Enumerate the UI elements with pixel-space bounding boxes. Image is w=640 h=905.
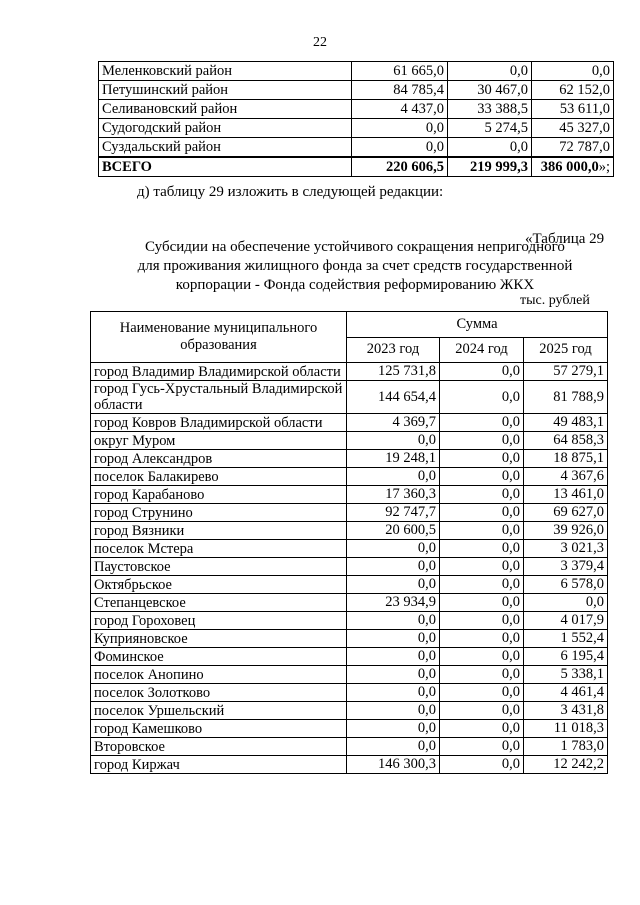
value-2025-cell: 12 242,2 [524, 756, 608, 774]
value-2023-cell: 4 369,7 [347, 414, 440, 432]
value-2023-cell: 0,0 [347, 630, 440, 648]
value-2024-cell: 0,0 [440, 666, 524, 684]
district-name-cell: Суздальский район [99, 138, 352, 158]
value-2023-cell: 0,0 [347, 648, 440, 666]
value-2023-cell: 17 360,3 [347, 486, 440, 504]
value-cell: 0,0 [532, 62, 614, 81]
value-2023-cell: 92 747,7 [347, 504, 440, 522]
table-row [91, 540, 608, 558]
value-2025-cell: 81 788,9 [524, 381, 608, 414]
table-row [91, 363, 608, 381]
value-2025-cell: 13 461,0 [524, 486, 608, 504]
title-line: корпорации - Фонда содействия реформированию ЖКХ [175, 277, 535, 293]
value-2025-cell: 49 483,1 [524, 414, 608, 432]
municipality-name-cell: город Гороховец [91, 612, 347, 630]
municipality-name-cell: поселок Балакирево [91, 468, 347, 486]
municipality-name-cell: город Струнино [91, 504, 347, 522]
value-2025-cell: 18 875,1 [524, 450, 608, 468]
value-2023-cell: 0,0 [347, 666, 440, 684]
value-2023-cell: 0,0 [347, 432, 440, 450]
municipality-name-cell: Октябрьское [91, 576, 347, 594]
municipality-name-cell: город Киржач [91, 756, 347, 774]
table-row [91, 504, 608, 522]
table-row [91, 468, 608, 486]
value-cell: 5 274,5 [448, 119, 532, 138]
value-2023-cell: 20 600,5 [347, 522, 440, 540]
value-2025-cell: 69 627,0 [524, 504, 608, 522]
year-header: 2024 год [440, 337, 524, 363]
value-2025-cell: 6 578,0 [524, 576, 608, 594]
value-2025-cell: 5 338,1 [524, 666, 608, 684]
value-2023-cell: 0,0 [347, 468, 440, 486]
value-2024-cell: 0,0 [440, 612, 524, 630]
value-cell: 0,0 [352, 138, 448, 158]
municipality-name-cell: округ Муром [91, 432, 347, 450]
value-2023-cell: 0,0 [347, 558, 440, 576]
total-row [99, 157, 614, 177]
value-cell: 30 467,0 [448, 81, 532, 100]
municipality-name-cell: Второвское [91, 738, 347, 756]
table-row [91, 738, 608, 756]
municipality-name-cell: город Владимир Владимирской области [91, 363, 347, 381]
value-2023-cell: 19 248,1 [347, 450, 440, 468]
value-cell: 72 787,0 [532, 138, 614, 158]
table-row [91, 594, 608, 612]
value-2025-cell: 3 379,4 [524, 558, 608, 576]
value-cell: 45 327,0 [532, 119, 614, 138]
table-title [100, 238, 610, 295]
value-2023-cell: 125 731,8 [347, 363, 440, 381]
value-2024-cell: 0,0 [440, 576, 524, 594]
name-column-header: Наименование муниципального образования [91, 312, 347, 363]
units-label: тыс. рублей [520, 293, 590, 308]
municipality-name-cell: поселок Анопино [91, 666, 347, 684]
municipality-name-cell: город Карабаново [91, 486, 347, 504]
table-row [91, 612, 608, 630]
municipality-name-cell: Фоминское [91, 648, 347, 666]
table-row [91, 702, 608, 720]
value-2025-cell: 4 017,9 [524, 612, 608, 630]
value-2024-cell: 0,0 [440, 468, 524, 486]
value-cell: 84 785,4 [352, 81, 448, 100]
table-row [91, 450, 608, 468]
value-2025-cell: 0,0 [524, 594, 608, 612]
municipality-name-cell: Паустовское [91, 558, 347, 576]
municipality-name-cell: город Вязники [91, 522, 347, 540]
value-cell: 61 665,0 [352, 62, 448, 81]
value-2024-cell: 0,0 [440, 738, 524, 756]
district-name-cell: Селивановский район [99, 100, 352, 119]
municipality-name-cell: поселок Уршельский [91, 702, 347, 720]
title-line: Субсидии на обеспечение устойчивого сокращения непригодного [145, 239, 565, 255]
value-2025-cell: 4 367,6 [524, 468, 608, 486]
table-row [91, 720, 608, 738]
table-row [91, 756, 608, 774]
value-2024-cell: 0,0 [440, 522, 524, 540]
value-cell: 0,0 [448, 62, 532, 81]
value-2025-cell: 3 431,8 [524, 702, 608, 720]
page-number: 22 [313, 35, 327, 50]
value-2023-cell: 0,0 [347, 720, 440, 738]
table-row [99, 119, 614, 138]
municipality-name-cell: поселок Мстера [91, 540, 347, 558]
value-2024-cell: 0,0 [440, 756, 524, 774]
value-2025-cell: 3 021,3 [524, 540, 608, 558]
table-row [91, 630, 608, 648]
value-2025-cell: 1 783,0 [524, 738, 608, 756]
table-row [99, 100, 614, 119]
value-2025-cell: 57 279,1 [524, 363, 608, 381]
value-2024-cell: 0,0 [440, 594, 524, 612]
value-2025-cell: 39 926,0 [524, 522, 608, 540]
table-row [99, 62, 614, 81]
closing-quote: »; [598, 158, 610, 175]
year-header: 2025 год [524, 337, 608, 363]
total-label: ВСЕГО [99, 157, 352, 177]
value-2024-cell: 0,0 [440, 648, 524, 666]
value-cell: 4 437,0 [352, 100, 448, 119]
table-row [91, 576, 608, 594]
value-2023-cell: 0,0 [347, 738, 440, 756]
value-2024-cell: 0,0 [440, 504, 524, 522]
table-row [99, 138, 614, 158]
table-row [91, 648, 608, 666]
value-cell: 53 611,0 [532, 100, 614, 119]
sum-header: Сумма [347, 312, 608, 338]
value-2024-cell: 0,0 [440, 630, 524, 648]
title-line: для проживания жилищного фонда за счет средств государственной [137, 258, 573, 274]
value-2025-cell: 4 461,4 [524, 684, 608, 702]
table-row [91, 666, 608, 684]
municipality-name-cell: поселок Золотково [91, 684, 347, 702]
table-row [91, 414, 608, 432]
value-2023-cell: 144 654,4 [347, 381, 440, 414]
municipality-name-cell: Степанцевское [91, 594, 347, 612]
value-2023-cell: 0,0 [347, 612, 440, 630]
value-2024-cell: 0,0 [440, 432, 524, 450]
table-row [91, 522, 608, 540]
total-value: 220 606,5 [352, 157, 448, 177]
value-2024-cell: 0,0 [440, 558, 524, 576]
value-2025-cell: 6 195,4 [524, 648, 608, 666]
total-value-text: 386 000,0 [540, 158, 599, 175]
table-label: «Таблица 29 [525, 231, 605, 247]
table-row [91, 684, 608, 702]
total-value [532, 157, 614, 177]
year-header: 2023 год [347, 337, 440, 363]
value-2024-cell: 0,0 [440, 540, 524, 558]
table-row [91, 558, 608, 576]
value-cell: 62 152,0 [532, 81, 614, 100]
municipality-name-cell: город Гусь-Хрустальный Владимирской области [91, 381, 347, 414]
table-row [91, 486, 608, 504]
value-2025-cell: 64 858,3 [524, 432, 608, 450]
value-2024-cell: 0,0 [440, 414, 524, 432]
value-2024-cell: 0,0 [440, 702, 524, 720]
top-table [98, 61, 614, 177]
value-2024-cell: 0,0 [440, 684, 524, 702]
value-2023-cell: 0,0 [347, 684, 440, 702]
district-name-cell: Судогодский район [99, 119, 352, 138]
table-row [91, 432, 608, 450]
value-2024-cell: 0,0 [440, 363, 524, 381]
value-2024-cell: 0,0 [440, 720, 524, 738]
district-name-cell: Петушинский район [99, 81, 352, 100]
value-cell: 0,0 [352, 119, 448, 138]
value-2025-cell: 1 552,4 [524, 630, 608, 648]
table-row [99, 81, 614, 100]
instruction-text: д) таблицу 29 изложить в следующей редакции: [137, 184, 444, 200]
table-row [91, 381, 608, 414]
municipality-name-cell: город Ковров Владимирской области [91, 414, 347, 432]
municipality-name-cell: город Александров [91, 450, 347, 468]
value-2024-cell: 0,0 [440, 450, 524, 468]
value-cell: 33 388,5 [448, 100, 532, 119]
municipality-name-cell: город Камешково [91, 720, 347, 738]
value-2023-cell: 0,0 [347, 576, 440, 594]
value-2023-cell: 23 934,9 [347, 594, 440, 612]
value-2024-cell: 0,0 [440, 381, 524, 414]
value-cell: 0,0 [448, 138, 532, 158]
value-2024-cell: 0,0 [440, 486, 524, 504]
main-table [90, 311, 608, 774]
value-2023-cell: 146 300,3 [347, 756, 440, 774]
district-name-cell: Меленковский район [99, 62, 352, 81]
value-2025-cell: 11 018,3 [524, 720, 608, 738]
total-value: 219 999,3 [448, 157, 532, 177]
value-2023-cell: 0,0 [347, 540, 440, 558]
municipality-name-cell: Куприяновское [91, 630, 347, 648]
value-2023-cell: 0,0 [347, 702, 440, 720]
